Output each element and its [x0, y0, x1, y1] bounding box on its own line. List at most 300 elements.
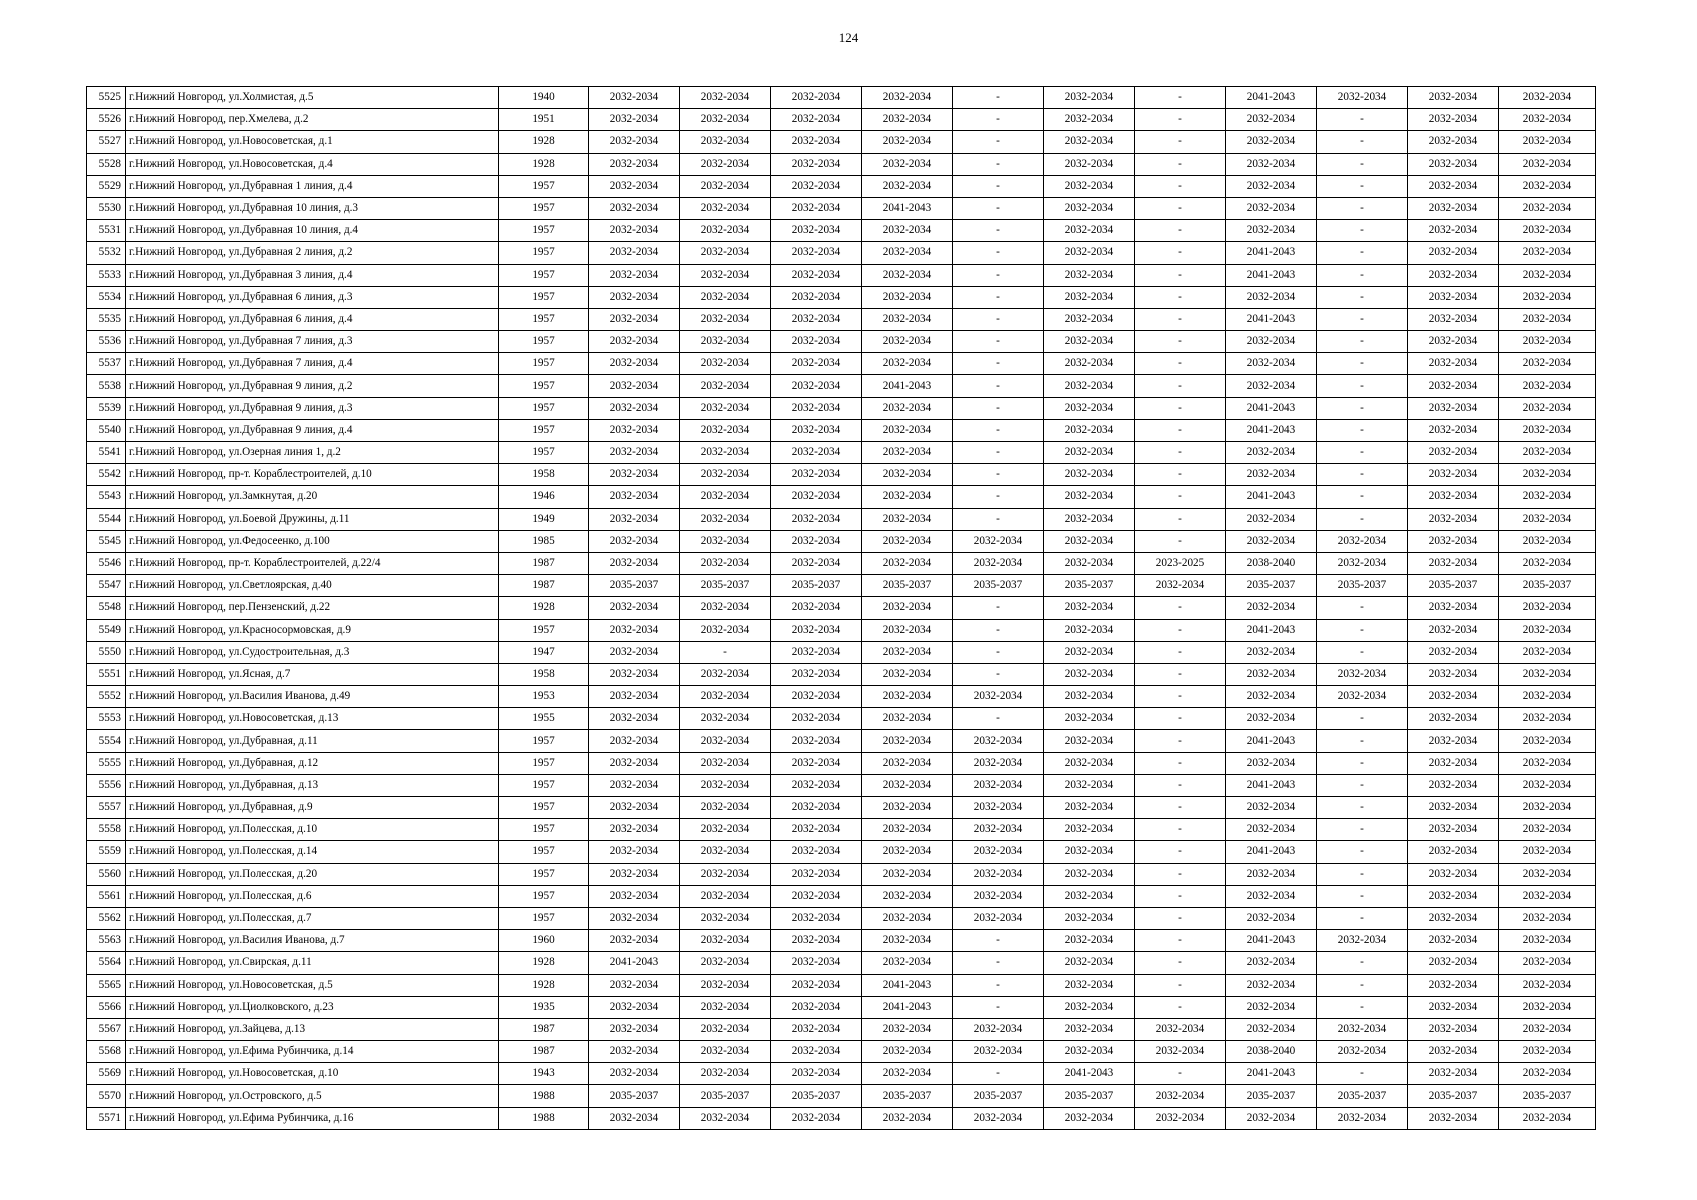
period-cell-8: 2032-2034 [1226, 663, 1317, 685]
period-cell-4: 2032-2034 [862, 131, 953, 153]
address-cell: г.Нижний Новгород, ул.Дубравная 6 линия, д.4 [126, 308, 499, 330]
period-cell-7: - [1135, 264, 1226, 286]
row-number: 5567 [87, 1018, 126, 1040]
period-cell-11: 2032-2034 [1499, 797, 1596, 819]
period-cell-8: 2041-2043 [1226, 774, 1317, 796]
period-cell-7: 2032-2034 [1135, 1085, 1226, 1107]
period-cell-9: 2032-2034 [1317, 552, 1408, 574]
address-cell: г.Нижний Новгород, ул.Озерная линия 1, д.2 [126, 442, 499, 464]
period-cell-3: 2032-2034 [771, 1041, 862, 1063]
period-cell-10: 2032-2034 [1408, 442, 1499, 464]
row-number: 5556 [87, 774, 126, 796]
year-cell: 1960 [499, 930, 589, 952]
period-cell-2: 2032-2034 [680, 752, 771, 774]
year-cell: 1957 [499, 353, 589, 375]
year-cell: 1957 [499, 242, 589, 264]
period-cell-3: 2032-2034 [771, 774, 862, 796]
period-cell-11: 2032-2034 [1499, 686, 1596, 708]
period-cell-4: 2032-2034 [862, 442, 953, 464]
period-cell-11: 2032-2034 [1499, 597, 1596, 619]
period-cell-11: 2032-2034 [1499, 663, 1596, 685]
period-cell-10: 2032-2034 [1408, 397, 1499, 419]
address-cell: г.Нижний Новгород, ул.Новосоветская, д.1 [126, 131, 499, 153]
period-cell-10: 2032-2034 [1408, 530, 1499, 552]
period-cell-1: 2032-2034 [589, 486, 680, 508]
table-row [87, 353, 1596, 375]
period-cell-5: 2032-2034 [953, 797, 1044, 819]
period-cell-5: 2032-2034 [953, 1107, 1044, 1129]
year-cell: 1988 [499, 1085, 589, 1107]
period-cell-7: 2032-2034 [1135, 1041, 1226, 1063]
period-cell-1: 2032-2034 [589, 242, 680, 264]
period-cell-4: 2041-2043 [862, 974, 953, 996]
period-cell-4: 2032-2034 [862, 863, 953, 885]
address-cell: г.Нижний Новгород, ул.Дубравная 7 линия, д.4 [126, 353, 499, 375]
period-cell-5: 2032-2034 [953, 530, 1044, 552]
period-cell-2: 2032-2034 [680, 308, 771, 330]
table-row [87, 1107, 1596, 1129]
year-cell: 1957 [499, 841, 589, 863]
period-cell-4: 2032-2034 [862, 597, 953, 619]
period-cell-2: 2032-2034 [680, 331, 771, 353]
period-cell-8: 2032-2034 [1226, 752, 1317, 774]
period-cell-9: - [1317, 774, 1408, 796]
period-cell-7: 2023-2025 [1135, 552, 1226, 574]
period-cell-2: 2032-2034 [680, 841, 771, 863]
address-cell: г.Нижний Новгород, ул.Светлоярская, д.40 [126, 575, 499, 597]
period-cell-5: - [953, 974, 1044, 996]
period-cell-8: 2041-2043 [1226, 619, 1317, 641]
period-cell-10: 2032-2034 [1408, 863, 1499, 885]
period-cell-3: 2032-2034 [771, 708, 862, 730]
period-cell-4: 2032-2034 [862, 619, 953, 641]
period-cell-6: 2032-2034 [1044, 774, 1135, 796]
year-cell: 1957 [499, 863, 589, 885]
period-cell-3: 2032-2034 [771, 197, 862, 219]
period-cell-6: 2032-2034 [1044, 1041, 1135, 1063]
year-cell: 1928 [499, 131, 589, 153]
row-number: 5538 [87, 375, 126, 397]
period-cell-2: 2032-2034 [680, 797, 771, 819]
address-cell: г.Нижний Новгород, ул.Ефима Рубинчика, д.14 [126, 1041, 499, 1063]
period-cell-10: 2032-2034 [1408, 907, 1499, 929]
period-cell-9: 2032-2034 [1317, 686, 1408, 708]
period-cell-5: - [953, 331, 1044, 353]
period-cell-11: 2032-2034 [1499, 819, 1596, 841]
address-cell: г.Нижний Новгород, ул.Красносормовская, д.9 [126, 619, 499, 641]
period-cell-3: 2032-2034 [771, 530, 862, 552]
table-row [87, 797, 1596, 819]
table-row [87, 552, 1596, 574]
period-cell-7: - [1135, 996, 1226, 1018]
period-cell-1: 2032-2034 [589, 619, 680, 641]
period-cell-7: 2032-2034 [1135, 1107, 1226, 1129]
row-number: 5544 [87, 508, 126, 530]
row-number: 5537 [87, 353, 126, 375]
period-cell-1: 2032-2034 [589, 353, 680, 375]
period-cell-6: 2032-2034 [1044, 308, 1135, 330]
period-cell-11: 2032-2034 [1499, 175, 1596, 197]
period-cell-7: - [1135, 419, 1226, 441]
period-cell-3: 2032-2034 [771, 1063, 862, 1085]
period-cell-7: - [1135, 353, 1226, 375]
period-cell-3: 2032-2034 [771, 397, 862, 419]
period-cell-6: 2032-2034 [1044, 907, 1135, 929]
address-cell: г.Нижний Новгород, ул.Дубравная 9 линия, д.4 [126, 419, 499, 441]
period-cell-7: - [1135, 819, 1226, 841]
period-cell-11: 2032-2034 [1499, 87, 1596, 109]
period-cell-1: 2032-2034 [589, 885, 680, 907]
period-cell-11: 2032-2034 [1499, 197, 1596, 219]
row-number: 5536 [87, 331, 126, 353]
year-cell: 1985 [499, 530, 589, 552]
period-cell-11: 2032-2034 [1499, 331, 1596, 353]
table-row [87, 308, 1596, 330]
period-cell-1: 2032-2034 [589, 331, 680, 353]
period-cell-1: 2032-2034 [589, 774, 680, 796]
period-cell-8: 2032-2034 [1226, 375, 1317, 397]
year-cell: 1957 [499, 730, 589, 752]
period-cell-8: 2032-2034 [1226, 131, 1317, 153]
period-cell-11: 2032-2034 [1499, 308, 1596, 330]
table-row [87, 530, 1596, 552]
table-row [87, 264, 1596, 286]
period-cell-3: 2032-2034 [771, 930, 862, 952]
period-cell-5: - [953, 131, 1044, 153]
period-cell-5: 2032-2034 [953, 686, 1044, 708]
period-cell-9: - [1317, 242, 1408, 264]
period-cell-2: 2032-2034 [680, 1041, 771, 1063]
period-cell-1: 2032-2034 [589, 663, 680, 685]
period-cell-9: - [1317, 819, 1408, 841]
period-cell-10: 2032-2034 [1408, 663, 1499, 685]
period-cell-1: 2032-2034 [589, 530, 680, 552]
period-cell-9: 2032-2034 [1317, 530, 1408, 552]
row-number: 5529 [87, 175, 126, 197]
period-cell-8: 2032-2034 [1226, 996, 1317, 1018]
period-cell-8: 2032-2034 [1226, 220, 1317, 242]
period-cell-10: 2032-2034 [1408, 220, 1499, 242]
period-cell-7: - [1135, 530, 1226, 552]
table-row [87, 907, 1596, 929]
period-cell-7: - [1135, 175, 1226, 197]
period-cell-8: 2032-2034 [1226, 331, 1317, 353]
period-cell-6: 2041-2043 [1044, 1063, 1135, 1085]
period-cell-8: 2032-2034 [1226, 708, 1317, 730]
period-cell-7: - [1135, 841, 1226, 863]
row-number: 5539 [87, 397, 126, 419]
row-number: 5557 [87, 797, 126, 819]
period-cell-10: 2032-2034 [1408, 286, 1499, 308]
period-cell-2: 2035-2037 [680, 1085, 771, 1107]
period-cell-10: 2032-2034 [1408, 996, 1499, 1018]
period-cell-9: - [1317, 331, 1408, 353]
period-cell-5: - [953, 996, 1044, 1018]
period-cell-7: - [1135, 930, 1226, 952]
row-number: 5561 [87, 885, 126, 907]
period-cell-1: 2041-2043 [589, 952, 680, 974]
table-row [87, 1018, 1596, 1040]
address-cell: г.Нижний Новгород, ул.Дубравная 9 линия, д.3 [126, 397, 499, 419]
address-cell: г.Нижний Новгород, ул.Зайцева, д.13 [126, 1018, 499, 1040]
period-cell-10: 2032-2034 [1408, 1018, 1499, 1040]
period-cell-2: 2032-2034 [680, 242, 771, 264]
table-row [87, 131, 1596, 153]
period-cell-8: 2041-2043 [1226, 87, 1317, 109]
period-cell-3: 2032-2034 [771, 597, 862, 619]
period-cell-1: 2035-2037 [589, 575, 680, 597]
period-cell-5: - [953, 397, 1044, 419]
period-cell-8: 2032-2034 [1226, 464, 1317, 486]
period-cell-7: - [1135, 797, 1226, 819]
period-cell-6: 2032-2034 [1044, 220, 1135, 242]
row-number: 5548 [87, 597, 126, 619]
period-cell-5: 2032-2034 [953, 863, 1044, 885]
period-cell-6: 2032-2034 [1044, 87, 1135, 109]
period-cell-11: 2032-2034 [1499, 286, 1596, 308]
period-cell-9: 2032-2034 [1317, 1041, 1408, 1063]
period-cell-1: 2032-2034 [589, 153, 680, 175]
period-cell-6: 2032-2034 [1044, 552, 1135, 574]
table-row [87, 464, 1596, 486]
period-cell-2: 2032-2034 [680, 885, 771, 907]
address-cell: г.Нижний Новгород, ул.Полесская, д.6 [126, 885, 499, 907]
period-cell-6: 2032-2034 [1044, 419, 1135, 441]
address-cell: г.Нижний Новгород, ул.Полесская, д.20 [126, 863, 499, 885]
year-cell: 1957 [499, 375, 589, 397]
period-cell-6: 2032-2034 [1044, 264, 1135, 286]
row-number: 5559 [87, 841, 126, 863]
period-cell-3: 2032-2034 [771, 974, 862, 996]
row-number: 5571 [87, 1107, 126, 1129]
period-cell-1: 2032-2034 [589, 597, 680, 619]
period-cell-4: 2032-2034 [862, 686, 953, 708]
table-row [87, 286, 1596, 308]
period-cell-10: 2032-2034 [1408, 819, 1499, 841]
period-cell-9: - [1317, 863, 1408, 885]
row-number: 5551 [87, 663, 126, 685]
period-cell-11: 2032-2034 [1499, 131, 1596, 153]
period-cell-11: 2035-2037 [1499, 575, 1596, 597]
period-cell-8: 2032-2034 [1226, 686, 1317, 708]
period-cell-3: 2032-2034 [771, 952, 862, 974]
period-cell-8: 2038-2040 [1226, 1041, 1317, 1063]
period-cell-1: 2032-2034 [589, 708, 680, 730]
period-cell-9: - [1317, 375, 1408, 397]
year-cell: 1987 [499, 552, 589, 574]
period-cell-1: 2035-2037 [589, 1085, 680, 1107]
address-cell: г.Нижний Новгород, ул.Дубравная, д.13 [126, 774, 499, 796]
period-cell-2: - [680, 641, 771, 663]
period-cell-6: 2032-2034 [1044, 708, 1135, 730]
period-cell-11: 2032-2034 [1499, 153, 1596, 175]
year-cell: 1957 [499, 419, 589, 441]
period-cell-7: - [1135, 708, 1226, 730]
period-cell-8: 2041-2043 [1226, 486, 1317, 508]
period-cell-11: 2032-2034 [1499, 1107, 1596, 1129]
table-row [87, 1085, 1596, 1107]
table-row [87, 597, 1596, 619]
period-cell-1: 2032-2034 [589, 286, 680, 308]
address-cell: г.Нижний Новгород, ул.Островского, д.5 [126, 1085, 499, 1107]
period-cell-3: 2032-2034 [771, 353, 862, 375]
period-cell-5: - [953, 930, 1044, 952]
period-cell-3: 2032-2034 [771, 87, 862, 109]
table-row [87, 397, 1596, 419]
period-cell-2: 2032-2034 [680, 930, 771, 952]
period-cell-9: 2032-2034 [1317, 87, 1408, 109]
row-number: 5535 [87, 308, 126, 330]
period-cell-6: 2032-2034 [1044, 974, 1135, 996]
period-cell-10: 2032-2034 [1408, 552, 1499, 574]
period-cell-1: 2032-2034 [589, 930, 680, 952]
period-cell-11: 2032-2034 [1499, 419, 1596, 441]
period-cell-4: 2032-2034 [862, 708, 953, 730]
period-cell-10: 2032-2034 [1408, 197, 1499, 219]
period-cell-4: 2032-2034 [862, 175, 953, 197]
address-cell: г.Нижний Новгород, ул.Дубравная 6 линия, д.3 [126, 286, 499, 308]
period-cell-6: 2032-2034 [1044, 619, 1135, 641]
period-cell-6: 2035-2037 [1044, 1085, 1135, 1107]
period-cell-11: 2032-2034 [1499, 1063, 1596, 1085]
period-cell-2: 2032-2034 [680, 730, 771, 752]
year-cell: 1957 [499, 774, 589, 796]
period-cell-3: 2032-2034 [771, 686, 862, 708]
period-cell-6: 2032-2034 [1044, 464, 1135, 486]
period-cell-9: - [1317, 841, 1408, 863]
period-cell-8: 2038-2040 [1226, 552, 1317, 574]
year-cell: 1946 [499, 486, 589, 508]
period-cell-6: 2032-2034 [1044, 197, 1135, 219]
period-cell-10: 2035-2037 [1408, 1085, 1499, 1107]
period-cell-4: 2032-2034 [862, 774, 953, 796]
table-row [87, 197, 1596, 219]
period-cell-8: 2035-2037 [1226, 1085, 1317, 1107]
table-row [87, 109, 1596, 131]
period-cell-5: 2032-2034 [953, 752, 1044, 774]
period-cell-5: 2032-2034 [953, 1018, 1044, 1040]
period-cell-9: - [1317, 752, 1408, 774]
period-cell-11: 2032-2034 [1499, 508, 1596, 530]
period-cell-1: 2032-2034 [589, 220, 680, 242]
period-cell-11: 2032-2034 [1499, 752, 1596, 774]
row-number: 5543 [87, 486, 126, 508]
table-row [87, 375, 1596, 397]
row-number: 5545 [87, 530, 126, 552]
year-cell: 1957 [499, 286, 589, 308]
period-cell-3: 2032-2034 [771, 264, 862, 286]
period-cell-10: 2032-2034 [1408, 974, 1499, 996]
address-cell: г.Нижний Новгород, ул.Холмистая, д.5 [126, 87, 499, 109]
period-cell-2: 2032-2034 [680, 397, 771, 419]
table-row [87, 442, 1596, 464]
period-cell-2: 2032-2034 [680, 486, 771, 508]
period-cell-9: - [1317, 175, 1408, 197]
period-cell-8: 2032-2034 [1226, 353, 1317, 375]
address-cell: г.Нижний Новгород, ул.Василия Иванова, д.49 [126, 686, 499, 708]
period-cell-6: 2032-2034 [1044, 242, 1135, 264]
table-row [87, 242, 1596, 264]
period-cell-5: - [953, 419, 1044, 441]
row-number: 5546 [87, 552, 126, 574]
year-cell: 1949 [499, 508, 589, 530]
period-cell-9: - [1317, 708, 1408, 730]
year-cell: 1957 [499, 220, 589, 242]
period-cell-11: 2032-2034 [1499, 353, 1596, 375]
period-cell-3: 2032-2034 [771, 308, 862, 330]
period-cell-2: 2032-2034 [680, 197, 771, 219]
period-cell-11: 2032-2034 [1499, 1018, 1596, 1040]
period-cell-2: 2032-2034 [680, 353, 771, 375]
period-cell-4: 2032-2034 [862, 1063, 953, 1085]
buildings-table [86, 86, 1596, 1130]
period-cell-1: 2032-2034 [589, 419, 680, 441]
row-number: 5565 [87, 974, 126, 996]
period-cell-8: 2041-2043 [1226, 264, 1317, 286]
period-cell-4: 2041-2043 [862, 375, 953, 397]
period-cell-8: 2041-2043 [1226, 730, 1317, 752]
table-row [87, 752, 1596, 774]
address-cell: г.Нижний Новгород, ул.Новосоветская, д.4 [126, 153, 499, 175]
period-cell-5: - [953, 264, 1044, 286]
period-cell-3: 2035-2037 [771, 1085, 862, 1107]
period-cell-1: 2032-2034 [589, 863, 680, 885]
period-cell-3: 2032-2034 [771, 508, 862, 530]
period-cell-4: 2035-2037 [862, 1085, 953, 1107]
period-cell-11: 2032-2034 [1499, 730, 1596, 752]
period-cell-9: - [1317, 264, 1408, 286]
period-cell-4: 2032-2034 [862, 286, 953, 308]
period-cell-6: 2032-2034 [1044, 686, 1135, 708]
period-cell-5: 2035-2037 [953, 1085, 1044, 1107]
period-cell-9: - [1317, 442, 1408, 464]
period-cell-4: 2032-2034 [862, 264, 953, 286]
period-cell-4: 2032-2034 [862, 1041, 953, 1063]
period-cell-4: 2041-2043 [862, 197, 953, 219]
period-cell-10: 2032-2034 [1408, 87, 1499, 109]
period-cell-11: 2032-2034 [1499, 552, 1596, 574]
year-cell: 1958 [499, 464, 589, 486]
period-cell-5: 2032-2034 [953, 730, 1044, 752]
row-number: 5547 [87, 575, 126, 597]
period-cell-6: 2032-2034 [1044, 863, 1135, 885]
table-row [87, 885, 1596, 907]
period-cell-3: 2032-2034 [771, 442, 862, 464]
period-cell-11: 2032-2034 [1499, 397, 1596, 419]
period-cell-5: 2032-2034 [953, 774, 1044, 796]
period-cell-9: - [1317, 797, 1408, 819]
period-cell-4: 2032-2034 [862, 1107, 953, 1129]
period-cell-4: 2032-2034 [862, 819, 953, 841]
period-cell-7: - [1135, 286, 1226, 308]
row-number: 5563 [87, 930, 126, 952]
period-cell-8: 2032-2034 [1226, 641, 1317, 663]
period-cell-7: - [1135, 109, 1226, 131]
period-cell-4: 2032-2034 [862, 508, 953, 530]
period-cell-10: 2035-2037 [1408, 575, 1499, 597]
year-cell: 1953 [499, 686, 589, 708]
year-cell: 1957 [499, 442, 589, 464]
period-cell-6: 2032-2034 [1044, 797, 1135, 819]
address-cell: г.Нижний Новгород, ул.Полесская, д.7 [126, 907, 499, 929]
period-cell-5: 2032-2034 [953, 885, 1044, 907]
period-cell-10: 2032-2034 [1408, 419, 1499, 441]
period-cell-10: 2032-2034 [1408, 708, 1499, 730]
period-cell-2: 2032-2034 [680, 1063, 771, 1085]
period-cell-11: 2032-2034 [1499, 242, 1596, 264]
year-cell: 1957 [499, 752, 589, 774]
address-cell: г.Нижний Новгород, ул.Дубравная 10 линия, д.3 [126, 197, 499, 219]
